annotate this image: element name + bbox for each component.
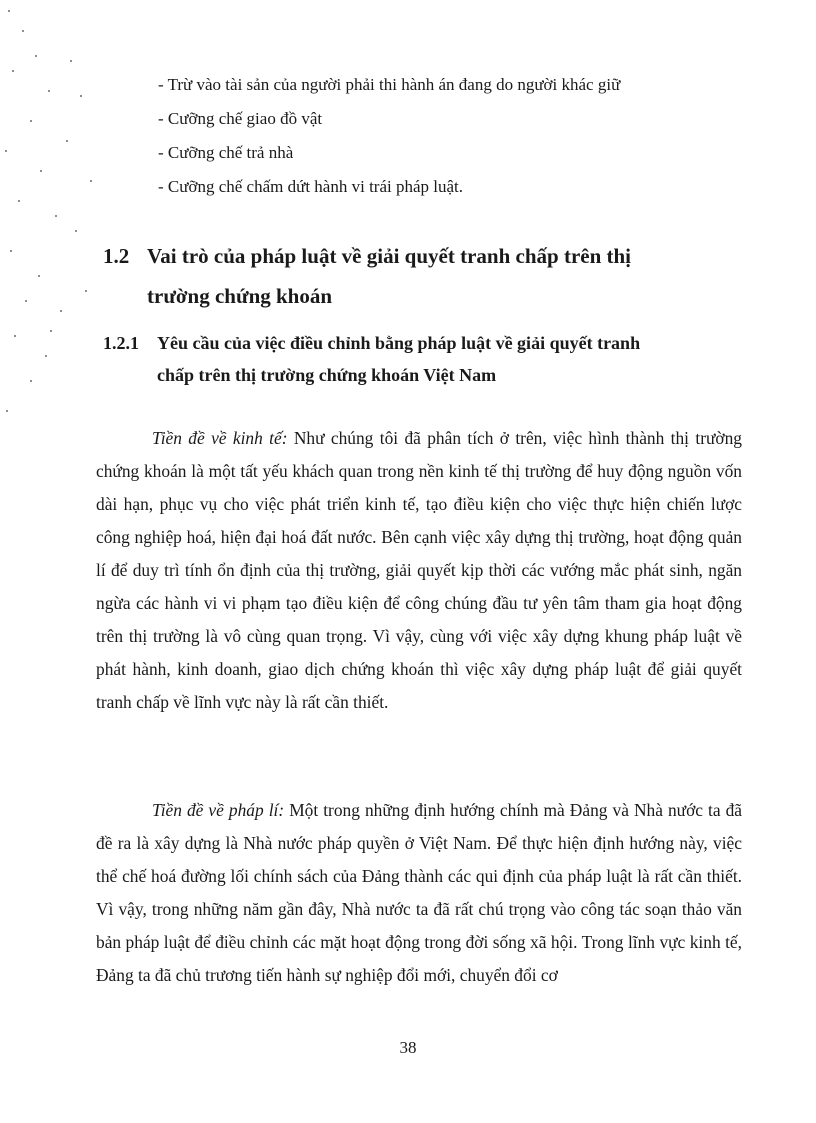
paragraph-legal-premise bbox=[96, 794, 742, 992]
bullet-list bbox=[158, 68, 758, 204]
subsection-heading bbox=[103, 327, 773, 391]
subsection-title-line2: chấp trên thị trường chứng khoán Việt Nam bbox=[157, 365, 497, 385]
scan-speck bbox=[85, 290, 87, 292]
scan-speck bbox=[50, 330, 52, 332]
scan-speck bbox=[30, 380, 32, 382]
scan-speck bbox=[70, 60, 72, 62]
section-number: 1.2 bbox=[103, 244, 130, 268]
section-heading bbox=[103, 236, 763, 316]
paragraph-lead: Tiền đề về pháp lí: bbox=[152, 800, 285, 820]
scan-speck bbox=[80, 95, 82, 97]
scan-speck bbox=[35, 55, 37, 57]
section-title-line1: Vai trò của pháp luật về giải quyết tranh chấp trên thị bbox=[147, 244, 632, 268]
scan-speck bbox=[60, 310, 62, 312]
scan-speck bbox=[6, 410, 8, 412]
scan-speck bbox=[10, 250, 12, 252]
scan-speck bbox=[14, 335, 16, 337]
scan-speck bbox=[38, 275, 40, 277]
scan-speck bbox=[55, 215, 57, 217]
scan-speck bbox=[8, 10, 10, 12]
scan-speck bbox=[45, 355, 47, 357]
scan-speck bbox=[90, 180, 92, 182]
scan-speck bbox=[22, 30, 24, 32]
paragraph-body: Như chúng tôi đã phân tích ở trên, việc hình thành thị trường chứng khoán là một tất yếu khách quan trong nền kinh tế thị trường để huy động nguồn vốn dài hạn, phục vụ cho việc phát triển kinh tế, tạo điều kiện cho việc thực hiện chiến lược công nghiệp hoá, hiện đại hoá đất nước. Bên cạnh việc xây dựng thị trường, hoạt động quản lí để duy trì tính ổn định của thị trường, giải quyết kịp thời các vướng mắc phát sinh, ngăn ngừa các hành vi vi phạm tạo điều kiện để công chúng đầu tư yên tâm tham gia hoạt động trên thị trường là vô cùng quan trọng. Vì vậy, cùng với việc xây dựng khung pháp luật về phát hành, kinh doanh, giao dịch chứng khoán thì việc xây dựng pháp luật để giải quyết tranh chấp về lĩnh vực này là rất cần thiết. bbox=[96, 428, 742, 712]
paragraph-lead: Tiền đề về kinh tế: bbox=[152, 428, 288, 448]
scan-speck bbox=[25, 300, 27, 302]
paragraph-body: Một trong những định hướng chính mà Đảng và Nhà nước ta đã đề ra là xây dựng là Nhà nước pháp quyền ở Việt Nam. Để thực hiện định hướng này, việc thể chế hoá đường lối chính sách của Đảng thành các qui định của pháp luật là rất cần thiết. Vì vậy, trong những năm gần đây, Nhà nước ta đã rất chú trọng vào công tác soạn thảo văn bản pháp luật để điều chỉnh các mặt hoạt động trong đời sống xã hội. Trong lĩnh vực kinh tế, Đảng ta đã chủ trương tiến hành sự nghiệp đổi mới, chuyển đổi cơ bbox=[96, 800, 743, 985]
bullet-item: - Trừ vào tài sản của người phải thi hành án đang do người khác giữ bbox=[158, 75, 621, 94]
scan-speck bbox=[75, 230, 77, 232]
scan-speck bbox=[40, 170, 42, 172]
page-number: 38 bbox=[399, 1038, 417, 1057]
bullet-item: - Cưỡng chế trả nhà bbox=[158, 143, 294, 162]
scan-speck bbox=[5, 150, 7, 152]
scan-speck bbox=[18, 200, 20, 202]
scan-speck bbox=[12, 70, 14, 72]
paragraph-economic-premise bbox=[96, 422, 742, 719]
subsection-title-line1: Yêu cầu của việc điều chỉnh bằng pháp luật về giải quyết tranh bbox=[157, 333, 641, 353]
subsection-number: 1.2.1 bbox=[103, 333, 139, 353]
scan-speck bbox=[66, 140, 68, 142]
scan-speck bbox=[30, 120, 32, 122]
scan-speck bbox=[48, 90, 50, 92]
bullet-item: - Cưỡng chế giao đồ vật bbox=[158, 109, 323, 128]
section-title-line2: trường chứng khoán bbox=[147, 284, 333, 308]
bullet-item: - Cưỡng chế chấm dứt hành vi trái pháp luật. bbox=[158, 177, 464, 196]
